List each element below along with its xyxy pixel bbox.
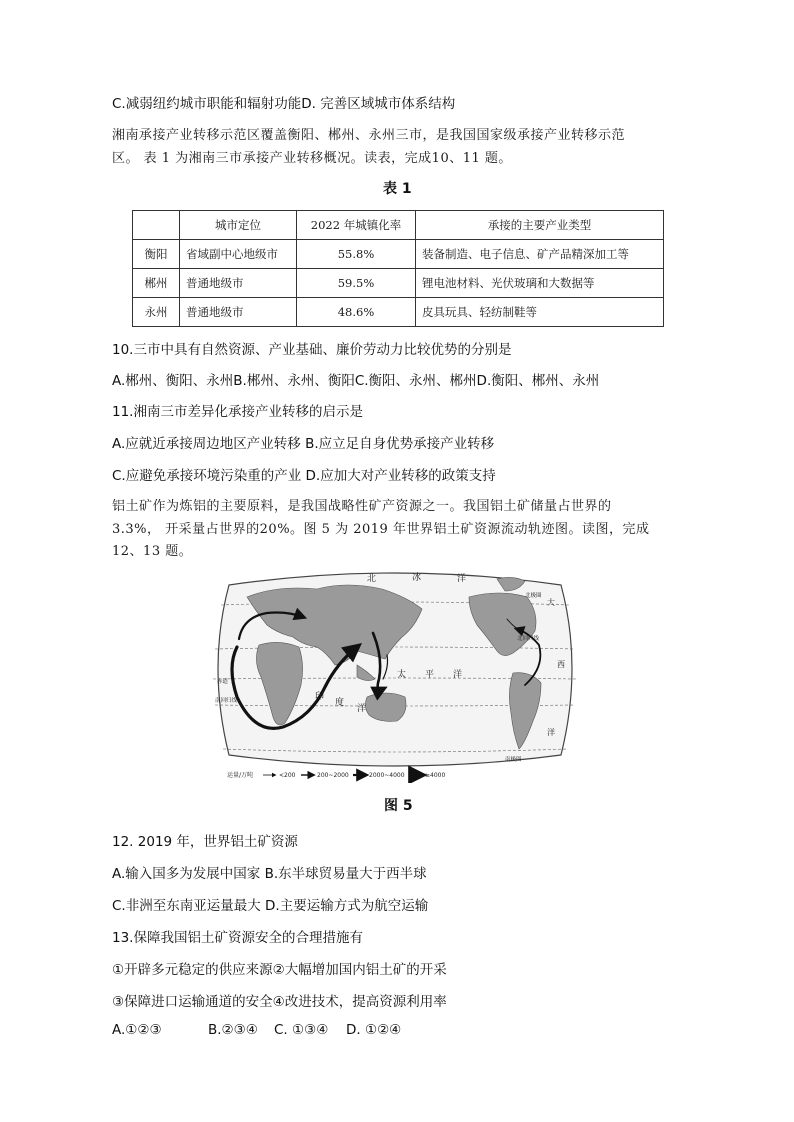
label-indian-yin: 印 (315, 692, 325, 702)
table-cell-position: 普通地级市 (180, 298, 297, 327)
legend-label: 运量/万吨 (227, 772, 254, 779)
q13-stem: 13.保障我国铝土矿资源安全的合理措施有 (112, 930, 363, 946)
table-cell-position: 普通地级市 (180, 269, 297, 298)
label-pacific-yang: 洋 (453, 670, 463, 680)
table-cell-rate: 48.6% (297, 298, 416, 327)
table-header-blank (133, 211, 180, 240)
legend-item-1: <200 (279, 772, 296, 779)
q13-option-c: C. ①③④ (274, 1022, 329, 1038)
table-header-position: 城市定位 (180, 211, 297, 240)
table-cell-position: 省域副中心地级市 (180, 240, 297, 269)
intro-12-13-line2: 3.3%， 开采量占世界的20%。图 5 为 2019 年世界铝土矿资源流动轨迹图。读图，完成 (112, 522, 650, 537)
intro-12-13-line3: 12、13 题。 (112, 544, 193, 559)
q12-options-cd: C.非洲至东南亚运量最大 D.主要运输方式为航空运输 (112, 898, 429, 914)
label-tropic-cancer: 北回归线 (517, 636, 540, 642)
table-cell-industry: 装备制造、电子信息、矿产品精深加工等 (416, 240, 664, 269)
table-cell-rate: 55.8% (297, 240, 416, 269)
legend-item-2: 200~2000 (317, 772, 349, 779)
label-antarctic-circle: 南极圈 (505, 757, 522, 763)
q12-stem: 12. 2019 年，世界铝土矿资源 (112, 834, 298, 850)
label-ice: 冰 (412, 573, 422, 583)
legend-item-3: 2000~4000 (369, 772, 405, 779)
q9-options: C.减弱纽约城市职能和辐射功能D. 完善区域城市体系结构 (112, 96, 456, 112)
q11-options-ab: A.应就近承接周边地区产业转移 B.应立足自身优势承接产业转移 (112, 436, 495, 452)
label-pacific-ping: 平 (425, 670, 435, 680)
q13-option-a: A.①②③ (112, 1022, 162, 1038)
figure5-caption: 图 5 (384, 798, 413, 814)
table-cell-industry: 皮具玩具、轻纺制鞋等 (416, 298, 664, 327)
intro-10-11-line2: 区。 表 1 为湘南三市承接产业转移概况。读表，完成10、11 题。 (112, 151, 512, 166)
table-row (133, 269, 664, 298)
label-equator: 赤道 (217, 679, 229, 685)
table-header-urbanization: 2022 年城镇化率 (297, 211, 416, 240)
label-ocean-arctic: 洋 (457, 574, 467, 584)
q11-stem: 11.湘南三市差异化承接产业转移的启示是 (112, 404, 363, 420)
label-east-xi: 西 (557, 660, 565, 669)
label-arctic-circle: 北极圈 (525, 593, 542, 599)
q13-items-34: ③保障进口运输通道的安全④改进技术，提高资源利用率 (112, 994, 447, 1010)
label-pacific-tai: 太 (397, 670, 407, 680)
table-cell-city: 衡阳 (133, 240, 180, 269)
label-east-yang: 洋 (547, 728, 555, 737)
q11-options-cd: C.应避免承接环境污染重的产业 D.应加大对产业转移的政策支持 (112, 468, 496, 484)
table-cell-city: 郴州 (133, 269, 180, 298)
bauxite-flow-map (207, 567, 583, 783)
legend-item-4: ≥4000 (425, 772, 446, 779)
table-cell-industry: 锂电池材料、光伏玻璃和大数据等 (416, 269, 664, 298)
table-row (133, 240, 664, 269)
intro-10-11-line1: 湘南承接产业转移示范区覆盖衡阳、郴州、永州三市，是我国国家级承接产业转移示范 (112, 128, 626, 143)
intro-12-13-line1: 铝土矿作为炼铝的主要原料，是我国战略性矿产资源之一。我国铝土矿储量占世界的 (112, 499, 612, 514)
table-1 (132, 210, 664, 327)
table1-caption: 表 1 (383, 181, 412, 197)
label-tropic-capricorn: 南回归线 (215, 698, 238, 704)
q10-options: A.郴州、衡阳、永州B.郴州、永州、衡阳C.衡阳、永州、郴州D.衡阳、郴州、永州 (112, 373, 600, 389)
table-header-row (133, 211, 664, 240)
q10-stem: 10.三市中具有自然资源、产业基础、廉价劳动力比较优势的分别是 (112, 342, 512, 358)
q13-option-b: B.②③④ (208, 1022, 258, 1038)
q12-options-ab: A.输入国多为发展中国家 B.东半球贸易量大于西半球 (112, 866, 427, 882)
label-indian-du: 度 (335, 698, 345, 708)
label-indian-yang: 洋 (357, 704, 367, 714)
label-north: 北 (367, 574, 377, 584)
table-header-industry: 承接的主要产业类型 (416, 211, 664, 240)
q13-option-d: D. ①②④ (346, 1022, 402, 1038)
table-cell-rate: 59.5% (297, 269, 416, 298)
label-east-da: 大 (547, 598, 555, 607)
table-cell-city: 永州 (133, 298, 180, 327)
q13-items-12: ①开辟多元稳定的供应来源②大幅增加国内铝土矿的开采 (112, 962, 447, 978)
table-row (133, 298, 664, 327)
